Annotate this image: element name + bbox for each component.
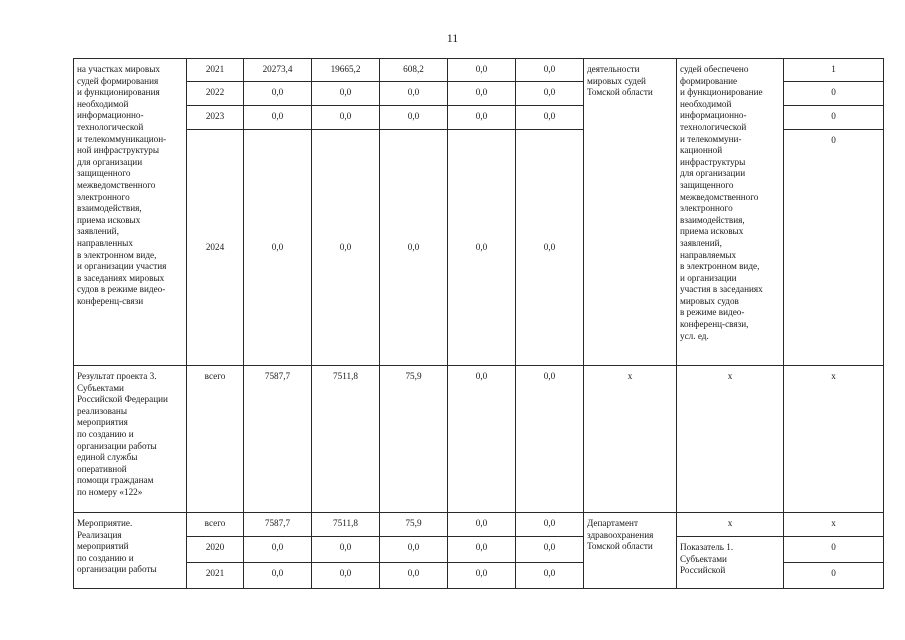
- table-row: [74, 366, 884, 513]
- indicator-cell: х: [677, 513, 784, 537]
- total-cell: 20273,4: [244, 59, 312, 82]
- budget-cell: 0,0: [380, 130, 448, 366]
- table-row: [74, 513, 884, 537]
- budget-cell: 0,0: [380, 537, 448, 563]
- indicator-value-cell: 0: [784, 130, 884, 366]
- indicator-value-cell: х: [784, 513, 884, 537]
- total-cell: 0,0: [244, 563, 312, 589]
- executor-cell: х: [584, 366, 677, 513]
- program-table: [73, 58, 884, 589]
- indicator-cell: Показатель 1. Субъектами Российской: [677, 537, 784, 589]
- budget-cell: 0,0: [312, 130, 380, 366]
- budget-cell: 0,0: [516, 130, 584, 366]
- year-cell: всего: [187, 513, 244, 537]
- budget-cell: 0,0: [516, 59, 584, 82]
- table-row: [74, 537, 884, 563]
- indicator-value-cell: 0: [784, 106, 884, 130]
- budget-cell: 0,0: [448, 563, 516, 589]
- year-cell: 2021: [187, 59, 244, 82]
- budget-cell: 0,0: [380, 563, 448, 589]
- indicator-value-cell: х: [784, 366, 884, 513]
- table-row: [74, 59, 884, 82]
- budget-cell: 0,0: [380, 82, 448, 106]
- budget-cell: 0,0: [448, 106, 516, 130]
- year-cell: всего: [187, 366, 244, 513]
- executor-cell: деятельности мировых судей Томской области: [584, 59, 677, 366]
- project-result-cell: Результат проекта 3. Субъектами Российской Федерации реализованы мероприятия по созданию и организации работы единой службы оперативной помощи гражданам по номеру «122»: [74, 366, 187, 513]
- budget-cell: 0,0: [312, 106, 380, 130]
- budget-cell: 75,9: [380, 366, 448, 513]
- total-cell: 0,0: [244, 130, 312, 366]
- budget-cell: 0,0: [448, 82, 516, 106]
- budget-cell: 0,0: [380, 106, 448, 130]
- budget-cell: 0,0: [312, 82, 380, 106]
- budget-cell: 608,2: [380, 59, 448, 82]
- budget-cell: 19665,2: [312, 59, 380, 82]
- budget-cell: 0,0: [516, 563, 584, 589]
- total-cell: 7587,7: [244, 366, 312, 513]
- indicator-cell: судей обеспечено формирование и функционирование необходимой информационно- технологической и телекоммуни- кационной инфраструктуры для организации защищенного межведомственного электронного взаимодействия, приема исковых заявлений, направляемых в электронном виде, и организации участия в заседаниях мировых судов в режиме видео- конференц-связи, усл. ед.: [677, 59, 784, 366]
- indicator-value-cell: 1: [784, 59, 884, 82]
- year-cell: 2023: [187, 106, 244, 130]
- total-cell: 7587,7: [244, 513, 312, 537]
- budget-cell: 0,0: [448, 59, 516, 82]
- year-cell: 2020: [187, 537, 244, 563]
- budget-cell: 0,0: [516, 537, 584, 563]
- total-cell: 0,0: [244, 106, 312, 130]
- measure-name-cell: Мероприятие. Реализация мероприятий по созданию и организации работы: [74, 513, 187, 589]
- year-cell: 2024: [187, 130, 244, 366]
- budget-cell: 0,0: [448, 537, 516, 563]
- budget-cell: 7511,8: [312, 366, 380, 513]
- indicator-value-cell: 0: [784, 563, 884, 589]
- budget-cell: 75,9: [380, 513, 448, 537]
- budget-cell: 0,0: [448, 366, 516, 513]
- budget-cell: 0,0: [516, 82, 584, 106]
- year-cell: 2021: [187, 563, 244, 589]
- budget-cell: 0,0: [448, 130, 516, 366]
- total-cell: 0,0: [244, 82, 312, 106]
- year-cell: 2022: [187, 82, 244, 106]
- budget-cell: 0,0: [312, 537, 380, 563]
- budget-cell: 0,0: [312, 563, 380, 589]
- indicator-cell: х: [677, 366, 784, 513]
- total-cell: 0,0: [244, 537, 312, 563]
- budget-cell: 0,0: [516, 366, 584, 513]
- indicator-value-cell: 0: [784, 82, 884, 106]
- budget-cell: 7511,8: [312, 513, 380, 537]
- budget-cell: 0,0: [448, 513, 516, 537]
- executor-cell: Департамент здравоохранения Томской области: [584, 513, 677, 589]
- indicator-value-cell: 0: [784, 537, 884, 563]
- measure-name-cell: на участках мировых судей формирования и функционирования необходимой информационно- технологической и телекоммуникацион- ной инфраструктуры для организации защищенного межведомственного электронного взаимодействия, приема исковых заявлений, направленных в электронном виде, и организации участия в заседаниях мировых судов в режиме видео- конференц-связи: [74, 59, 187, 366]
- page-number: 11: [446, 31, 459, 45]
- budget-cell: 0,0: [516, 513, 584, 537]
- budget-cell: 0,0: [516, 106, 584, 130]
